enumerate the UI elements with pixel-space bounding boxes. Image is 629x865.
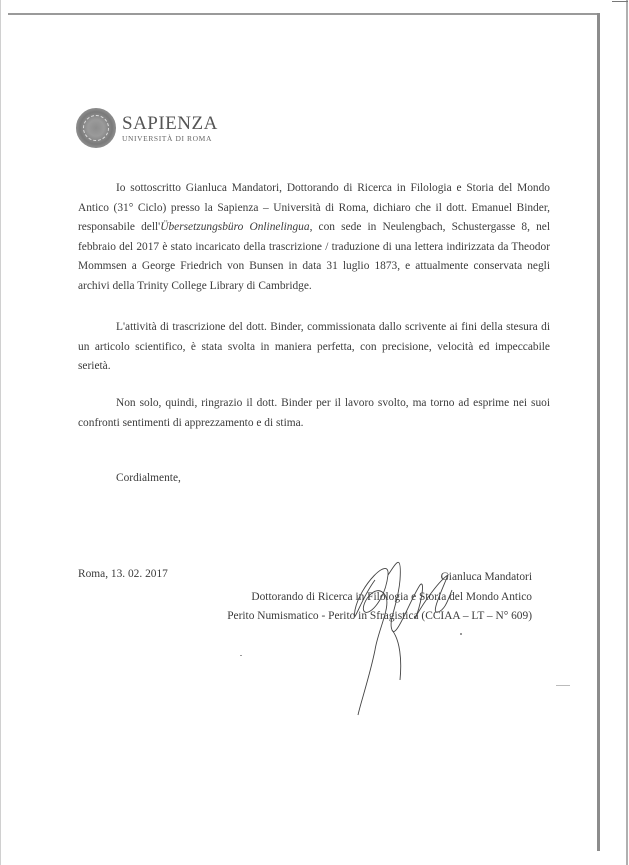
scan-top-right-mark: [612, 1, 628, 2]
signatory-name: Gianluca Mandatori: [440, 571, 532, 583]
university-seal-icon: [76, 108, 116, 148]
place-and-date: Roma, 13. 02. 2017: [78, 568, 168, 580]
letterhead-text: [122, 114, 218, 143]
signatory-title: Dottorando di Ricerca in Filologia e Storia del Mondo Antico: [251, 590, 532, 603]
institution-name: SAPIENZA: [122, 112, 218, 134]
paragraph-declaration-end: , con sede in Neulengbach, Schustergasse 8, nel febbraio del 2017 è stato incaricato della trascrizione / traduzione di una lettera indirizzata da Theodor Mommsen a George Friedrich von Bunsen in data 31 luglio 1873, e attualmente conservata negli archivi della Trinity College Library di Cambridge.: [78, 221, 551, 292]
scan-speck: [556, 685, 570, 686]
paragraph-thanks: Non solo, quindi, ringrazio il dott. Binder per il lavoro svolto, ma torno ad esprime nei suoi confronti sentimenti di apprezzamento e di stima.: [78, 397, 550, 429]
scan-speck: [240, 655, 242, 656]
scan-left-edge: [0, 0, 1, 865]
paragraph-declaration-start: Io sottoscritto Gianluca Mandatori, Dottorando di Ricerca in Filologia e Storia del Mondo Antico (31° Ciclo) presso la Sapienza – Università di Roma, dichiaro che il dott. Emanuel Binder, responsabile dell': [78, 182, 550, 233]
paragraph-declaration: [78, 179, 550, 296]
signatory-credentials: Perito Numismatico - Perito in Sfragistica (CCIAA – LT – N° 609): [227, 610, 532, 622]
scan-speck: [460, 633, 462, 635]
handwritten-signature-icon: [330, 540, 480, 720]
closing-salutation: Cordialmente,: [116, 472, 181, 484]
company-name: Übersetzungsbüro Onlinelingua: [160, 221, 310, 233]
letterhead-logo: [76, 108, 218, 148]
institution-subtitle: UNIVERSITÀ DI ROMA: [122, 133, 212, 143]
scan-frame-right-line: [597, 13, 600, 851]
scan-page-right-edge: [626, 0, 628, 865]
paragraph-assessment: L'attività di trascrizione del dott. Binder, commissionata dallo scrivente ai fini della stesura di un articolo scientifico, è stata svolta in maniera perfetta, con precisione, velocità ed impeccabile serietà.: [78, 321, 550, 372]
scan-frame-top-line: [8, 13, 600, 15]
